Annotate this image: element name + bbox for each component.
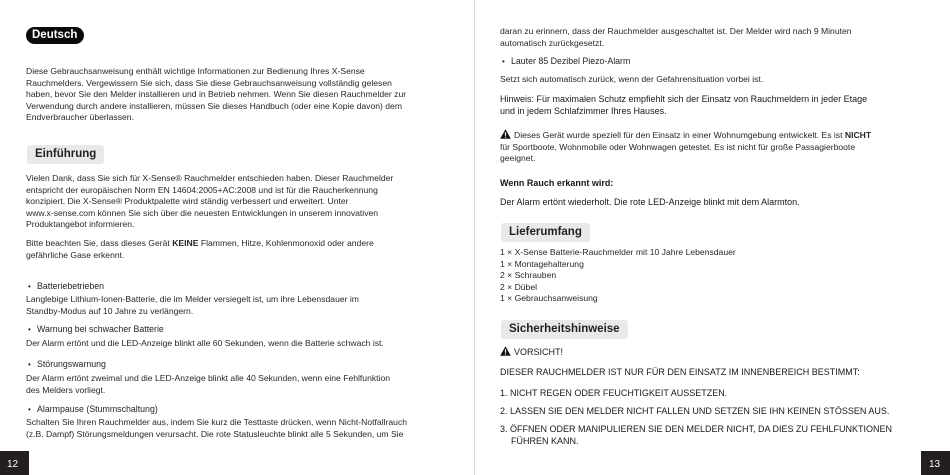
feature-title (28, 324, 164, 336)
usage-note-emphasis: NICHT (844, 130, 872, 140)
text-line: Produktangebot informieren. (26, 219, 135, 230)
delivery-list (500, 247, 910, 305)
text-line: Schalten Sie Ihren Rauchmelder aus, indem Sie kurz die Testtaste drücken, wenn Nicht-Notfallrauch (26, 417, 408, 427)
feature-title-text: Batteriebetrieben (37, 281, 104, 291)
text-line: haben, bevor Sie den Melder installieren und in Betrieb nehmen. Wenn Sie diesen Rauchmelder zur (26, 89, 407, 100)
text-line: FÜHREN KANN. (511, 436, 579, 447)
usage-note-pre: Dieses Gerät wurde speziell für den Einsatz in einer Wohnumgebung entwickelt. Es ist (514, 130, 845, 140)
hint-paragraph (500, 93, 910, 117)
text-line: Endverbraucher überlassen. (26, 112, 134, 123)
usage-note (500, 128, 910, 165)
hazard-note-pre: Bitte beachten Sie, dass dieses Gerät (26, 238, 173, 248)
text-line: Der Alarm ertönt und die LED-Anzeige blinkt alle 60 Sekunden, wenn die Batterie schwach ist. (26, 338, 384, 348)
list-item: 1 × Montagehalterung (500, 258, 584, 269)
text-line: automatisch zurückgesetzt. (500, 37, 605, 48)
warning-icon (500, 129, 511, 139)
safety-item: 1. NICHT REGEN ODER FEUCHTIGKEIT AUSSETZEN. (500, 388, 728, 398)
text-line (26, 238, 441, 250)
section-title-sicherheitshinweise: Sicherheitshinweise (501, 320, 628, 339)
text-line: (z.B. Dampf) Störungsmeldungen verursacht. Die rote Statusleuchte blinkt alle 5 Sekunden, um Sie (26, 428, 404, 439)
text-line: geeignet. (500, 153, 536, 164)
text-line: Vielen Dank, dass Sie sich für X-Sense® Rauchmelder entschieden haben. Dieser Rauchmelder (26, 173, 394, 183)
text-line (500, 128, 910, 142)
page-number: 13 (929, 459, 941, 470)
text-line: des Melders vorliegt. (26, 384, 106, 395)
text-line: gefährliche Gase erkennt. (26, 249, 125, 260)
text-line: 3. ÖFFNEN ODER MANIPULIEREN SIE DEN MELDER NICHT, DA DIES ZU FEHLFUNKTIONEN (500, 424, 893, 434)
bullet-icon: • (28, 360, 31, 369)
text-line: für Sportboote, Wohnmobile oder Wohnwagen getestet. Es ist nicht für große Passagierboote (500, 141, 856, 152)
warning-icon (500, 346, 511, 356)
text-line: Der Alarm ertönt zweimal und die LED-Anzeige blinkt alle 40 Sekunden, wenn eine Fehlfunktion (26, 373, 391, 383)
bullet-icon: • (28, 282, 31, 291)
text-line: Hinweis: Für maximalen Schutz empfiehlt sich der Einsatz von Rauchmeldern in jeder Etage (500, 94, 868, 104)
hazard-note-emphasis: KEINE (172, 238, 199, 248)
bullet-icon: • (28, 405, 31, 414)
intro-paragraph (26, 66, 441, 124)
feature-title (502, 56, 630, 68)
smoke-detected-title: Wenn Rauch erkannt wird: (500, 178, 614, 188)
indoor-statement: DIESER RAUCHMELDER IST NUR FÜR DEN EINSATZ IM INNENBEREICH BESTIMMT: (500, 367, 860, 377)
smoke-detected-text: Der Alarm ertönt wiederholt. Die rote LED-Anzeige blinkt mit dem Alarmton. (500, 197, 800, 207)
feature-title (28, 404, 158, 416)
text-line: daran zu erinnern, dass der Rauchmelder ausgeschaltet ist. Der Melder wird nach 9 Minuten (500, 26, 852, 36)
text-line: und in jedem Schlafzimmer Ihres Hauses. (500, 106, 667, 117)
safety-item (500, 423, 910, 447)
feature-description (26, 294, 441, 317)
text-line: Rauchmelders. Vergewissern Sie sich, dass Sie diese Gebrauchsanweisung vollständig gelesen (26, 77, 392, 88)
text-line: Diese Gebrauchsanweisung enthält wichtige Informationen zur Bedienung Ihres X-Sense (26, 66, 365, 76)
text-line: Langlebige Lithium-Ionen-Batterie, die im Melder versiegelt ist, um ihre Lebensdauer im (26, 294, 359, 304)
bullet-icon: • (28, 325, 31, 334)
text-line: www.x-sense.com können Sie sich über die neuesten Entwicklungen in unserem innovativen (26, 207, 379, 218)
text-line: konzipiert. Die X-Sense® Produktpalette wird ständig verbessert und erweitert. Unter (26, 196, 349, 207)
feature-description (26, 373, 441, 396)
text-line: Standby-Modus auf 10 Jahre zu verlängern. (26, 305, 194, 316)
feature-title (28, 359, 106, 371)
feature-title-text: Lauter 85 Dezibel Piezo-Alarm (511, 56, 631, 66)
hazard-note-post: Flammen, Hitze, Kohlenmonoxid oder andere (198, 238, 374, 248)
alarm-pause-continuation (500, 26, 910, 49)
einfuehrung-paragraph (26, 173, 441, 231)
language-badge: Deutsch (26, 27, 84, 44)
hazard-note (26, 238, 441, 261)
feature-title-text: Warnung bei schwacher Batterie (37, 324, 164, 334)
feature-title-text: Alarmpause (Stummschaltung) (37, 404, 158, 414)
safety-item: 2. LASSEN SIE DEN MELDER NICHT FALLEN UND SETZEN SIE IHN KEINEN STÖSSEN AUS. (500, 406, 890, 416)
page-number: 12 (7, 459, 19, 470)
piezo-description (500, 74, 910, 86)
text-line: Verwendung durch andere installieren, müssen Sie dieses Handbuch (oder eine Kopie davon) dem (26, 100, 402, 111)
list-item: 1 × X-Sense Batterie-Rauchmelder mit 10 Jahre Lebensdauer (500, 247, 736, 257)
list-item: 2 × Schrauben (500, 270, 557, 281)
bullet-icon: • (502, 57, 505, 66)
caution-text: VORSICHT! (514, 347, 564, 357)
feature-title (28, 281, 104, 293)
section-title-einfuehrung: Einführung (27, 145, 104, 164)
list-item: 1 × Gebrauchsanweisung (500, 293, 598, 304)
section-title-lieferumfang: Lieferumfang (501, 223, 590, 242)
text-line: Setzt sich automatisch zurück, wenn der Gefahrensituation vorbei ist. (500, 74, 764, 84)
feature-title-text: Störungswarnung (37, 359, 106, 369)
list-item: 2 × Dübel (500, 281, 538, 292)
feature-description (26, 338, 441, 350)
caution-label (500, 345, 910, 358)
text-line: entspricht der europäischen Norm EN 14604:2005+AC:2008 und ist für die Raucherkennung (26, 184, 378, 195)
feature-description (26, 417, 441, 440)
